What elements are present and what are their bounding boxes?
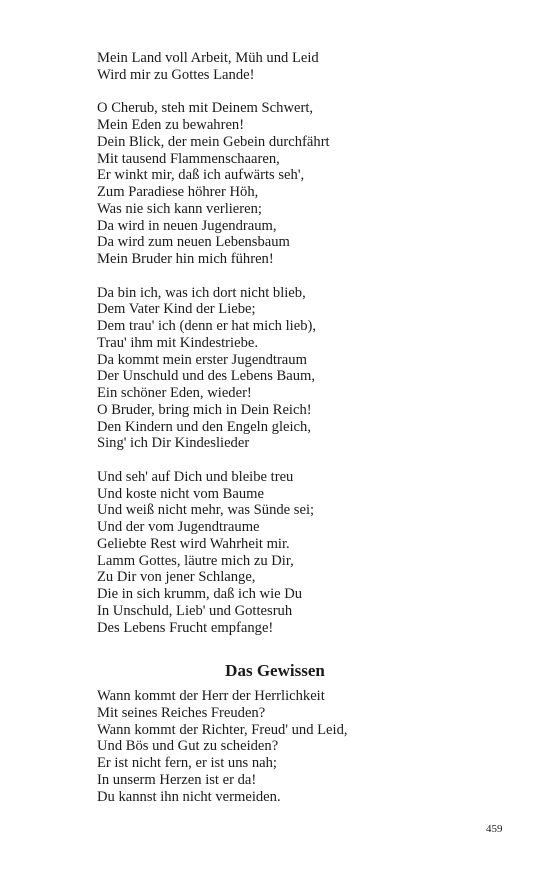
stanza-gap [97,268,517,285]
verse-line: Wird mir zu Gottes Lande! [97,66,255,83]
verse-line: Des Lebens Frucht empfange! [97,619,274,636]
verse-line: Mein Bruder hin mich führen! [97,251,274,267]
verse-line: Mit tausend Flammenschaaren, [97,150,280,167]
verse-line: Mein Land voll Arbeit, Müh und Leid [97,50,319,66]
verse-line: Mit seines Reiches Freuden? [97,704,266,721]
verse-line: Er ist nicht fern, er ist uns nah; [97,755,277,771]
verse-line: Und der vom Jugendtraume [97,519,260,535]
verse-line: Der Unschuld und des Lebens Baum, [97,368,316,385]
verse-line: Ein schöner Eden, wieder! [97,385,252,401]
verse-line: Du kannst ihn nicht vermeiden. [97,788,281,805]
verse-line: Wann kommt der Richter, Freud' und Leid, [97,721,348,738]
verse-line: Da bin ich, was ich dort nicht blieb, [97,284,306,301]
verse-line: Da wird zum neuen Lebensbaum [97,234,290,251]
verse-line: Zum Paradiese höhrer Höh, [97,184,259,200]
stanza-gap [97,84,517,101]
verse-line: Wann kommt der Herr der Herrlichkeit [97,688,325,704]
verse-line: Den Kindern und den Engeln gleich, [97,418,311,435]
verse-line: Und weiß nicht mehr, was Sünde sei; [97,502,315,519]
verse-line: Und koste nicht vom Baume [97,485,264,502]
poem-continuation [97,50,517,636]
verse-line: Er winkt mir, daß ich aufwärts seh', [97,167,305,184]
verse-line: Dein Blick, der mein Gebein durchfährt [97,133,330,150]
stanza [97,469,517,637]
verse-line: Und Bös und Gut zu scheiden? [97,738,279,755]
verse-line: Lamm Gottes, läutre mich zu Dir, [97,552,294,569]
stanza [97,50,517,84]
verse-line: Dem trau' ich (denn er hat mich lieb), [97,318,317,334]
poem-title: Das Gewissen [225,661,325,680]
verse-line: Da wird in neuen Jugendraum, [97,217,277,234]
verse-line: Was nie sich kann verlieren; [97,200,262,217]
verse-line: Da kommt mein erster Jugendtraum [97,351,307,368]
verse-line: In Unschuld, Lieb' und Gottesruh [97,602,293,619]
verse-line: Zu Dir von jener Schlange, [97,569,256,586]
verse-line: Und seh' auf Dich und bleibe treu [97,468,294,485]
verse-line: Mein Eden zu bewahren! [97,117,245,133]
verse-line: Dem Vater Kind der Liebe; [97,301,256,318]
stanza-gap [97,452,517,469]
verse-line: In unserm Herzen ist er da! [97,771,257,788]
stanza [97,285,517,453]
stanza [97,100,517,268]
verse-line: Geliebte Rest wird Wahrheit mir. [97,535,290,552]
verse-line: O Cherub, steh mit Deinem Schwert, [97,100,314,117]
verse-line: Die in sich krumm, daß ich wie Du [97,586,303,602]
verse-line: Trau' ihm mit Kindestriebe. [97,334,258,351]
page-number: 459 [486,823,503,835]
poem-das-gewissen [97,688,517,805]
verse-line: Sing' ich Dir Kindeslieder [97,435,250,452]
verse-line: O Bruder, bring mich in Dein Reich! [97,401,312,418]
